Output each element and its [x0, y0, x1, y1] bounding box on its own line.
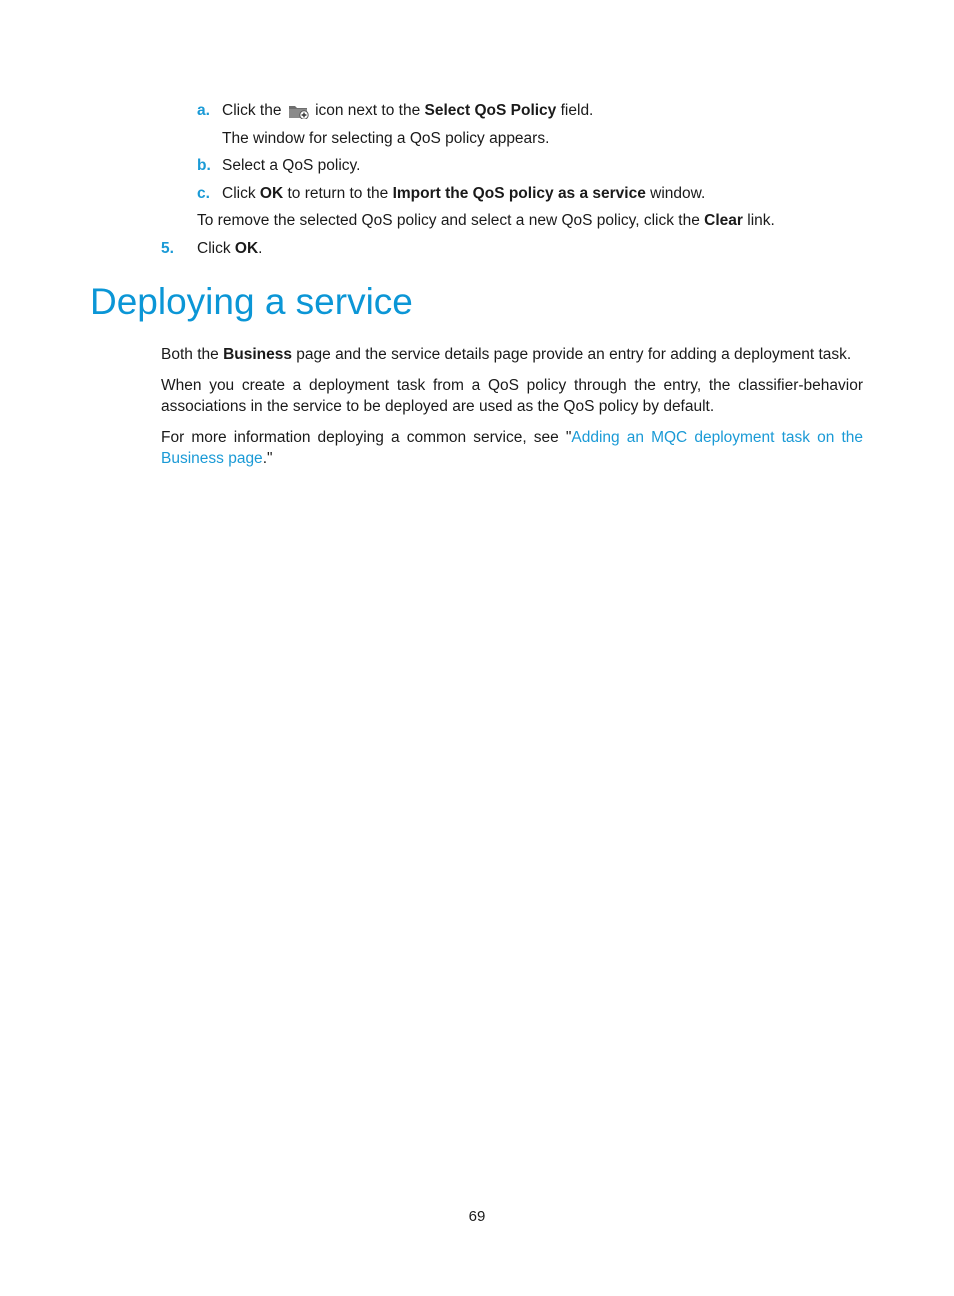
p1-bold: Business: [223, 346, 292, 363]
page-number: 69: [468, 1208, 486, 1225]
folder-add-icon[interactable]: [288, 103, 309, 125]
paragraph-business-entry: [161, 344, 863, 365]
step-b-marker: b.: [197, 157, 211, 174]
p3-post: .": [262, 450, 273, 467]
clear-note-post: link.: [747, 212, 775, 229]
step-a-text: [222, 100, 593, 125]
paragraph-more-info: [161, 427, 863, 469]
step-a-pre: Click the: [222, 102, 282, 119]
p3-pre: For more information deploying a common service, see ": [161, 429, 572, 446]
step-c-bold-window: Import the QoS policy as a service: [392, 185, 646, 202]
step-5-text: [197, 238, 262, 259]
step-a-marker: a.: [197, 102, 210, 119]
step-c-bold-ok: OK: [259, 185, 284, 202]
paragraph-deployment-task: When you create a deployment task from a QoS policy through the entry, the classifier-behavior associations in the service to be deployed are used as the QoS policy by default.: [161, 377, 863, 415]
p1-post: page and the service details page provide an entry for adding a deployment task.: [296, 346, 852, 363]
clear-note-pre: To remove the selected QoS policy and select a new QoS policy, click the: [197, 212, 700, 229]
step-c-marker: c.: [197, 185, 210, 202]
p1-pre: Both the: [161, 346, 219, 363]
clear-note: [197, 210, 775, 231]
section-heading: Deploying a service: [90, 281, 413, 322]
step-5-pre: Click: [197, 240, 231, 257]
step-c-post: window.: [650, 185, 706, 202]
mqc-deployment-link[interactable]: Adding an MQC deployment task on the Business page: [161, 429, 864, 467]
step-a-mid: icon next to the: [315, 102, 421, 119]
step-5-marker: 5.: [161, 240, 174, 257]
step-a-post: field.: [560, 102, 594, 119]
step-5-post: .: [258, 240, 263, 257]
step-c-text: [222, 183, 705, 204]
step-b-text: Select a QoS policy.: [222, 157, 361, 174]
step-c-mid: to return to the: [287, 185, 389, 202]
step-a-bold: Select QoS Policy: [424, 102, 557, 119]
clear-note-bold: Clear: [704, 212, 743, 229]
step-c-pre: Click: [222, 185, 256, 202]
step-a-result: The window for selecting a QoS policy appears.: [222, 130, 550, 147]
step-5-bold: OK: [234, 240, 259, 257]
